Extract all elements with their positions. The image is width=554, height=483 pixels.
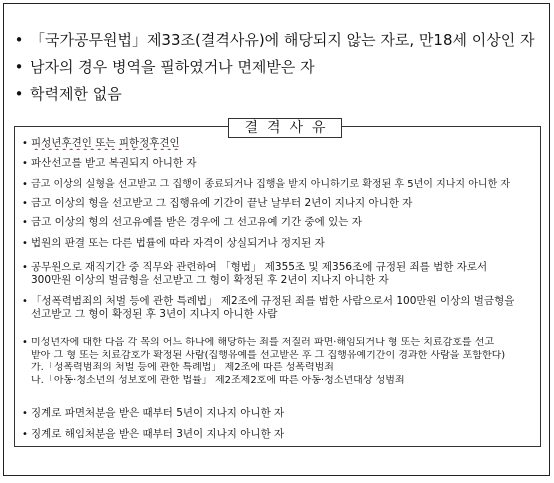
requirements-list [8, 30, 543, 111]
list-item [19, 428, 535, 446]
item-text: 선고받고 그 형이 확정된 후 3년이 지나지 아니한 사람 [31, 308, 278, 320]
item-text: 금고 이상의 형의 선고유예를 받은 경우에 그 선고유예 기간 중에 있는 자 [31, 216, 362, 228]
bullet-icon: • [22, 337, 28, 348]
item-text: 공무원으로 재직기간 중 직무와 관련하여 「형법」 제355조 및 제356조에 규정된 죄를 범한 자로서 [31, 261, 488, 273]
list-item [19, 337, 535, 407]
list-item [19, 293, 535, 337]
disqualification-list [19, 137, 535, 446]
disqualification-title: 결격사유 [228, 118, 342, 138]
disqualification-box [14, 120, 541, 447]
list-item [19, 157, 535, 178]
item-text: 법원의 판결 또는 다른 법률에 따라 자격이 상실되거나 정지된 자 [31, 237, 325, 249]
requirement-item [8, 84, 543, 111]
list-item [19, 216, 535, 237]
item-text: 피성년후견인 또는 피한정후견인 [31, 137, 180, 149]
list-item [19, 237, 535, 261]
item-text: 가.「성폭력범죄의 처벌 등에 관한 특례법」 제2조에 따른 성폭력범죄 [31, 362, 334, 373]
bullet-icon: • [22, 262, 28, 273]
bullet-icon: • [22, 138, 28, 149]
bullet-icon: • [14, 85, 24, 103]
item-text: 징계로 해임처분을 받은 때부터 3년이 지나지 아니한 자 [31, 428, 285, 440]
bullet-icon: • [22, 408, 28, 419]
item-text: 받아 그 형 또는 치료감호가 확정된 사람(집행유예를 선고받은 후 그 집행유예기간이 경과한 사람을 포함한다) [31, 349, 506, 361]
requirement-text: 학력제한 없음 [30, 85, 122, 103]
requirement-item [8, 30, 543, 57]
bullet-icon: • [22, 198, 28, 209]
list-item [19, 261, 535, 293]
bullet-icon: • [14, 58, 24, 76]
item-text: 300만원 이상의 벌금형을 선고받고 그 형이 확정된 후 2년이 지나지 아니한 자 [31, 274, 389, 286]
requirement-item [8, 57, 543, 84]
bullet-icon: • [14, 31, 24, 49]
list-item [19, 178, 535, 197]
bullet-icon: • [22, 429, 28, 440]
item-text: 파산선고를 받고 복권되지 아니한 자 [31, 157, 197, 169]
bullet-icon: • [22, 238, 28, 249]
requirement-text: 남자의 경우 병역을 필하였거나 면제받은 자 [30, 58, 315, 76]
item-text: 금고 이상의 실형을 선고받고 그 집행이 종료되거나 집행을 받지 아니하기로 확정된 후 5년이 지나지 아니한 자 [31, 179, 511, 190]
bullet-icon: • [22, 158, 28, 169]
bullet-icon: • [22, 296, 28, 307]
list-item [19, 407, 535, 428]
item-text: 징계로 파면처분을 받은 때부터 5년이 지나지 아니한 자 [31, 407, 285, 419]
item-text: 「성폭력범죄의 처벌 등에 관한 특례법」 제2조에 규정된 죄를 범한 사람으로서 100만원 이상의 벌금형을 [31, 295, 515, 307]
item-text: 금고 이상의 형을 선고받고 그 집행유예 기간이 끝난 날부터 2년이 지나지 아니한 자 [31, 197, 413, 209]
requirement-text: 「국가공무원법」제33조(결격사유)에 해당되지 않는 자로, 만18세 이상인 자 [30, 31, 535, 49]
bullet-icon: • [22, 179, 28, 190]
list-item [19, 197, 535, 216]
item-text: 나.「아동·청소년의 성보호에 관한 법률」 제2조제2호에 따른 아동·청소년대상 성범죄 [31, 374, 405, 386]
bullet-icon: • [22, 217, 28, 228]
list-item [19, 137, 535, 157]
item-text: 미성년자에 대한 다음 각 목의 어느 하나에 해당하는 죄를 저질러 파면·해임되거나 형 또는 치료감호를 선고 [31, 337, 495, 348]
